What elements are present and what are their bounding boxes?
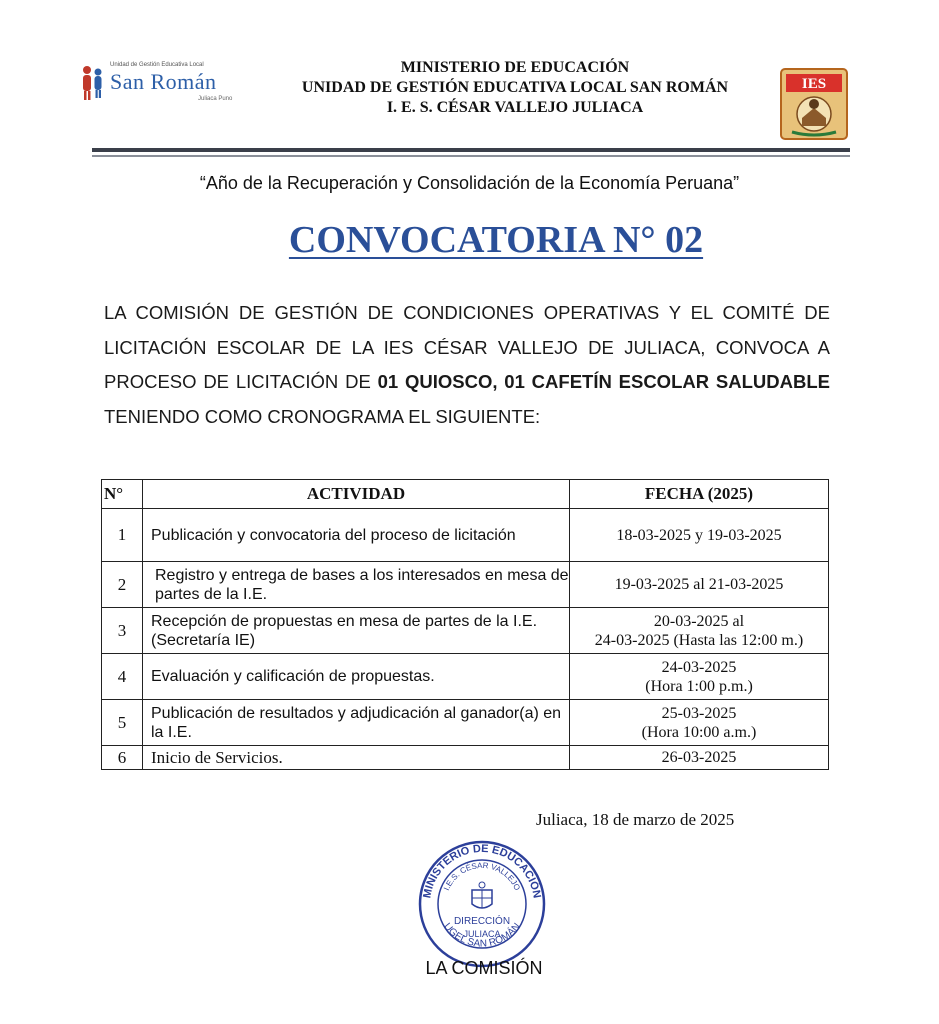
coat-of-arms-icon <box>472 882 492 908</box>
logo-region: Juliaca Puno <box>198 96 233 102</box>
people-icon <box>80 64 106 102</box>
institution-header <box>260 58 770 118</box>
row-date <box>570 746 829 770</box>
ugel-line: UNIDAD DE GESTIÓN EDUCATIVA LOCAL SAN ROMÁN <box>301 79 729 96</box>
ies-logo <box>780 68 848 140</box>
seal-inner-text: I.E.S. CÉSAR VALLEJO <box>441 860 522 892</box>
row-date <box>570 608 829 654</box>
table-row <box>102 654 829 700</box>
schedule-table <box>101 479 829 770</box>
seal-bottom-outer-text: UGEL SAN ROMÁN <box>441 921 523 950</box>
document-title-text: CONVOCATORIA N° 02 <box>288 219 704 261</box>
seal-bottom-text: JULIACA <box>463 929 501 939</box>
row-date-line1: 19-03-2025 al 21-03-2025 <box>614 576 784 593</box>
logo-name: San Román <box>110 69 217 94</box>
header-rule-thin <box>92 155 850 157</box>
row-activity: Publicación de resultados y adjudicación al ganador(a) en la I.E. <box>143 700 570 746</box>
row-date-line1: 20-03-2025 al <box>653 612 745 630</box>
row-activity: Registro y entrega de bases a los interesados en mesa de partes de la I.E. <box>143 562 570 608</box>
official-seal <box>416 838 548 970</box>
year-motto: “Año de la Recuperación y Consolidación de la Economía Peruana” <box>199 173 740 193</box>
row-num: 5 <box>102 700 143 746</box>
header-activity: ACTIVIDAD <box>143 480 570 509</box>
row-date-line1: 18-03-2025 y 19-03-2025 <box>616 526 782 544</box>
intro-text-bold: 01 QUIOSCO, 01 CAFETÍN ESCOLAR SALUDABLE <box>377 371 830 392</box>
ugel-san-roman-logo <box>80 60 240 108</box>
row-date <box>570 700 829 746</box>
row-num: 1 <box>102 509 143 562</box>
place-and-date: Juliaca, 18 de marzo de 2025 <box>536 810 735 829</box>
ministry-line: MINISTERIO DE EDUCACIÓN <box>400 59 630 76</box>
header-rule-thick <box>92 148 850 152</box>
intro-paragraph <box>104 296 830 434</box>
row-date-line1: 25-03-2025 <box>661 704 737 722</box>
row-date-line1: 26-03-2025 <box>661 749 737 766</box>
row-date-line2: (Hora 10:00 a.m.) <box>641 723 757 741</box>
commission-signature: LA COMISIÓN <box>425 958 543 978</box>
row-date-line2: (Hora 1:00 p.m.) <box>645 677 753 695</box>
row-date <box>570 654 829 700</box>
row-num: 3 <box>102 608 143 654</box>
row-date-line2: 24-03-2025 (Hasta las 12:00 m.) <box>594 631 804 649</box>
header-date: FECHA (2025) <box>570 480 829 509</box>
document-title <box>0 218 939 262</box>
table-row <box>102 509 829 562</box>
logo-small-text: Unidad de Gestión Educativa Local <box>110 62 204 68</box>
intro-text-part1: LA COMISIÓN DE GESTIÓN DE CONDICIONES OPERATIVAS Y EL COMITÉ DE LICITACIÓN ESCOLAR DE LA IES CÉSAR VALLEJO DE JULIACA, CONVOCA A PROCESO DE LICITACIÓN DE <box>104 302 830 392</box>
seal-outer-text: MINISTERIO DE EDUCACIÓN <box>421 842 543 900</box>
row-num: 6 <box>102 746 143 770</box>
table-row <box>102 608 829 654</box>
header-num: N° <box>102 480 143 509</box>
table-row <box>102 746 829 770</box>
intro-text-part2: TENIENDO COMO CRONOGRAMA EL SIGUIENTE: <box>104 405 541 427</box>
row-activity: Evaluación y calificación de propuestas. <box>143 654 570 700</box>
seal-center-text: DIRECCIÓN <box>453 916 511 927</box>
table-row <box>102 700 829 746</box>
school-line: I. E. S. CÉSAR VALLEJO JULIACA <box>386 99 644 116</box>
ies-logo-text: IES <box>801 76 827 92</box>
row-activity: Publicación y convocatoria del proceso de licitación <box>143 509 570 562</box>
row-date <box>570 562 829 608</box>
table-row <box>102 562 829 608</box>
row-date-line1: 24-03-2025 <box>661 658 737 676</box>
row-date <box>570 509 829 562</box>
row-num: 2 <box>102 562 143 608</box>
row-activity: Inicio de Servicios. <box>143 746 570 770</box>
row-num: 4 <box>102 654 143 700</box>
row-activity: Recepción de propuestas en mesa de partes de la I.E. (Secretaría IE) <box>143 608 570 654</box>
table-header-row <box>102 480 829 509</box>
